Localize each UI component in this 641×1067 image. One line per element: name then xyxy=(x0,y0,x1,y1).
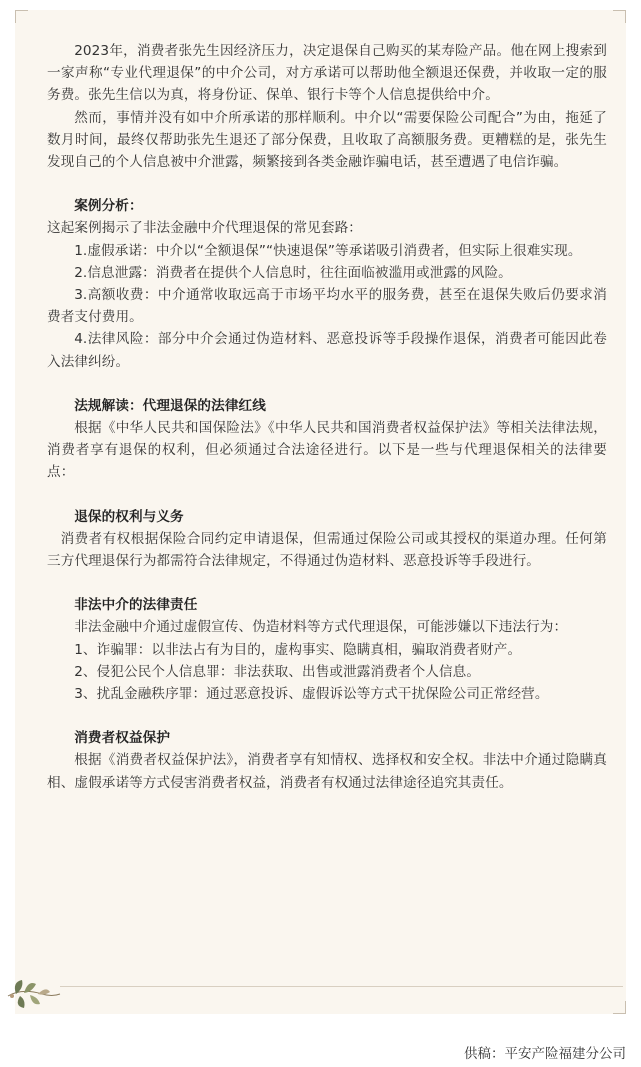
corner-ornament xyxy=(613,1001,626,1014)
law-heading: 法规解读：代理退保的法律红线 xyxy=(74,397,266,414)
liability-intro: 非法金融中介通过虚假宣传、伪造材料等方式代理退保，可能涉嫌以下违法行为： xyxy=(74,619,568,636)
rights-heading: 退保的权利与义务 xyxy=(74,508,184,525)
rights-text: 消费者有权根据保险合同约定申请退保，但需通过保险公司或其授权的渠道办理。任何第三方代理退保行为都需符合法律规定，不得通过伪造材料、恶意投诉等手段进行。 xyxy=(47,530,607,570)
law-intro: 根据《中华人民共和国保险法》《中华人民共和国消费者权益保护法》等相关法律法规，消费者享有退保的权利，但必须通过合法途径进行。以下是一些与代理退保相关的法律要点： xyxy=(47,420,607,481)
article-card xyxy=(15,10,626,1014)
analysis-item: 3.高额收费：中介通常收取远高于市场平均水平的服务费，甚至在退保失败后仍要求消费者支付费用。 xyxy=(47,287,607,326)
case-paragraph-2: 然而，事情并没有如中介所承诺的那样顺利。中介以“需要保险公司配合”为由，拖延了数月时间，最终仅帮助张先生退还了部分保费，且收取了高额服务费。更糟糕的是，张先生发现自己的个人信息被中介泄露，频繁接到各类金融诈骗电话，甚至遭遇了电信诈骗。 xyxy=(47,109,607,171)
analysis-heading: 案例分析： xyxy=(74,198,143,215)
divider xyxy=(60,986,623,987)
liability-item: 2、侵犯公民个人信息罪：非法获取、出售或泄露消费者个人信息。 xyxy=(74,663,481,680)
protection-text: 根据《消费者权益保护法》，消费者享有知情权、选择权和安全权。非法中介通过隐瞒真相、虚假承诺等方式侵害消费者权益，消费者有权通过法律途径追究其责任。 xyxy=(47,752,607,791)
credit-line: 供稿：平安产险福建分公司 xyxy=(464,1046,626,1062)
analysis-item: 2.信息泄露：消费者在提供个人信息时，往往面临被滥用或泄露的风险。 xyxy=(74,264,512,281)
analysis-item: 1.虚假承诺：中介以“全额退保”“快速退保”等承诺吸引消费者，但实际上很难实现。 xyxy=(74,242,582,259)
protection-heading: 消费者权益保护 xyxy=(74,730,171,747)
liability-heading: 非法中介的法律责任 xyxy=(74,597,198,614)
liability-item: 1、诈骗罪：以非法占有为目的，虚构事实、隐瞒真相，骗取消费者财产。 xyxy=(74,641,522,658)
analysis-item: 4.法律风险：部分中介会通过伪造材料、恶意投诉等手段操作退保，消费者可能因此卷入法律纠纷。 xyxy=(47,331,607,370)
liability-item: 3、扰乱金融秩序罪：通过恶意投诉、虚假诉讼等方式干扰保险公司正常经营。 xyxy=(74,686,549,703)
analysis-intro: 这起案例揭示了非法金融中介代理退保的常见套路： xyxy=(47,220,362,237)
leaf-decoration-icon xyxy=(2,974,62,1010)
article-body xyxy=(47,40,607,794)
case-paragraph-1: 2023年，消费者张先生因经济压力，决定退保自己购买的某寿险产品。他在网上搜索到一家声称“专业代理退保”的中介公司，对方承诺可以帮助他全额退还保费，并收取一定的服务费。张先生信以为真，将身份证、保单、银行卡等个人信息提供给中介。 xyxy=(47,43,607,104)
